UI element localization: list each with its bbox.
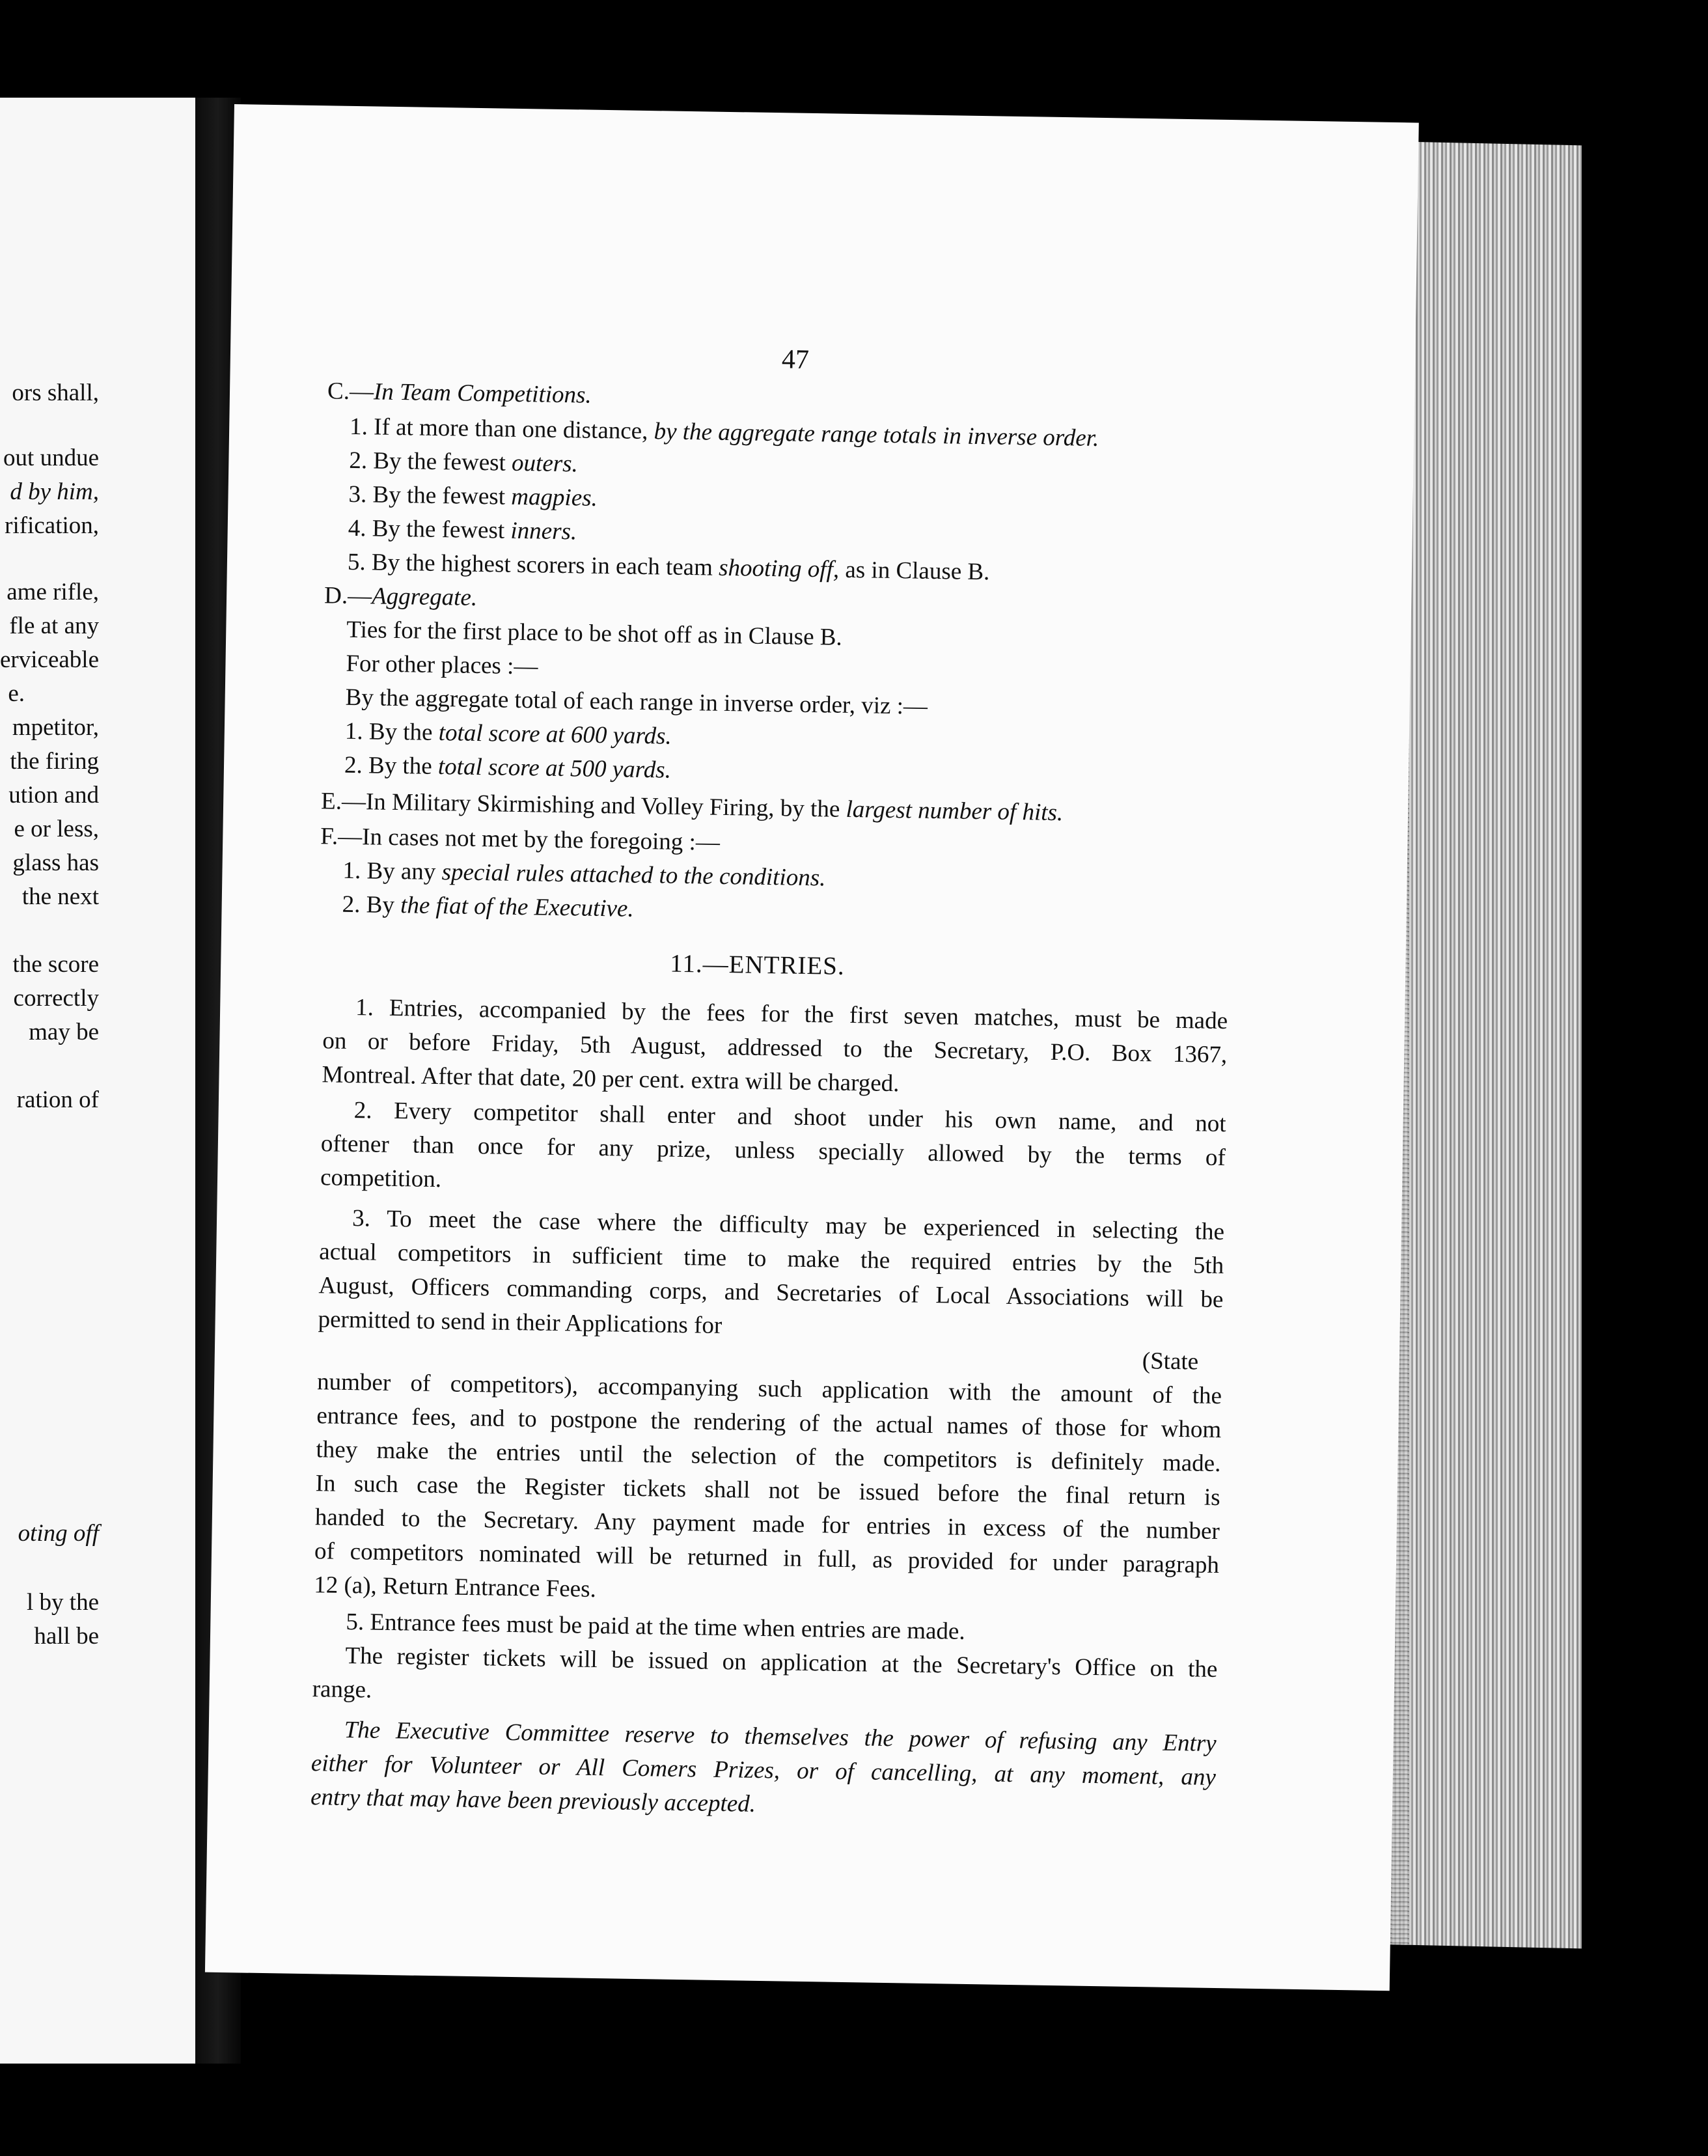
entries-para3-line: permitted to send in their Applications for — [318, 1306, 723, 1339]
left-text-line: glass has — [12, 850, 99, 876]
entries-para3-line: they make the entries until the selection of the competitors is definitely made. — [316, 1436, 1221, 1478]
section-c-item-2: 2. By the fewest outers. — [349, 447, 579, 478]
section-d-line: Ties for the first place to be shot off as in Clause B. — [346, 616, 843, 651]
left-page-fragment — [0, 98, 195, 2064]
left-text-line: l by the — [27, 1589, 99, 1616]
section-d-line: By the aggregate total of each range in inverse order, viz :— — [345, 684, 928, 720]
section-d-heading: D.—Aggregate. — [324, 582, 478, 611]
entries-para1-line: 1. Entries, accompanied by the fees for the first seven matches, must be made — [355, 994, 1228, 1035]
entries-para2-line: competition. — [320, 1164, 442, 1193]
section-c-item-5: 5. By the highest scorers in each team shooting off, as in Clause B. — [347, 548, 990, 586]
left-text-line: e or less, — [14, 816, 99, 842]
entries-para3-line: number of competitors), accompanying such application with the amount of the — [316, 1368, 1222, 1410]
left-text-line: the firing — [10, 748, 99, 775]
section-c-item-1: 1. If at more than one distance, by the aggregate range totals in inverse order. — [349, 413, 1099, 452]
left-text-line: ration of — [16, 1086, 99, 1113]
left-text-line: ame rifle, — [7, 579, 99, 605]
left-text-line: hall be — [34, 1623, 99, 1650]
left-text-line: out undue — [3, 445, 99, 471]
left-text-line: fle at any — [9, 613, 99, 639]
executive-notice-line: entry that may have been previously accepted. — [310, 1784, 756, 1817]
left-text-line: d by him, — [10, 478, 99, 505]
entries-para1-line: Montreal. After that date, 20 per cent. extra will be charged. — [322, 1061, 900, 1098]
entries-para2-line: oftener than once for any prize, unless specially allowed by the terms of — [320, 1130, 1226, 1172]
left-text-line: ution and — [8, 782, 99, 808]
left-text-line: oting off — [18, 1520, 99, 1547]
section-f-intro: F.—In cases not met by the foregoing :— — [320, 823, 721, 856]
right-page — [205, 104, 1419, 1991]
left-text-line: erviceable — [0, 646, 99, 673]
entries-register-line: The register tickets will be issued on application at the Secretary's Office on the — [345, 1642, 1218, 1683]
entries-heading: 11.—ENTRIES. — [670, 949, 846, 980]
entries-para3-line: In such case the Register tickets shall not be issued before the final return is — [315, 1470, 1220, 1512]
left-text-line: the next — [21, 883, 99, 910]
entries-para3-line: 3. To meet the case where the difficulty may be experienced in selecting the — [351, 1205, 1225, 1246]
entries-para3-line: entrance fees, and to postpone the rendering of the actual names of those for whom — [316, 1402, 1222, 1444]
entries-para3-line: of competitors nominated will be returned in full, as provided for under paragraph — [314, 1538, 1220, 1579]
page-number: 47 — [781, 344, 810, 375]
left-text-line: may be — [29, 1019, 99, 1045]
entries-para3-line: handed to the Secretary. Any payment made for entries in excess of the number — [314, 1504, 1220, 1545]
left-text-line: mpetitor, — [12, 714, 99, 741]
section-f-item-1: 1. By any special rules attached to the conditions. — [342, 857, 826, 892]
section-c-item-4: 4. By the fewest inners. — [348, 514, 577, 546]
section-d-line: For other places :— — [346, 650, 538, 680]
executive-notice-line: The Executive Committee reserve to themselves the power of refusing any Entry — [344, 1716, 1217, 1758]
left-text-line: ors shall, — [12, 380, 99, 406]
section-d-item-2: 2. By the total score at 500 yards. — [344, 751, 672, 784]
entries-para3-state: (State — [1142, 1348, 1199, 1375]
left-text-line: the score — [12, 951, 99, 978]
entries-para5: 5. Entrance fees must be paid at the time when entries are made. — [346, 1608, 965, 1645]
left-text-line: rification, — [5, 512, 99, 539]
left-text-line: e. — [8, 680, 25, 707]
section-f-item-2: 2. By the fiat of the Executive. — [342, 891, 634, 922]
section-e: E.—In Military Skirmishing and Volley Firing, by the largest number of hits. — [320, 788, 1064, 827]
entries-para1-line: on or before Friday, 5th August, addressed to the Secretary, P.O. Box 1367, — [322, 1027, 1228, 1069]
entries-para3-line: August, Officers commanding corps, and Secretaries of Local Associations will be — [318, 1272, 1224, 1314]
entries-para3-line: actual competitors in sufficient time to make the required entries by the 5th — [319, 1238, 1224, 1280]
section-c-heading: C.—In Team Competitions. — [327, 378, 592, 409]
entries-register-line: range. — [312, 1676, 372, 1704]
left-text-line: correctly — [13, 985, 99, 1012]
entries-para3-line: 12 (a), Return Entrance Fees. — [313, 1571, 597, 1603]
entries-para2-line: 2. Every competitor shall enter and shoot under his own name, and not — [353, 1097, 1226, 1138]
section-c-item-3: 3. By the fewest magpies. — [348, 480, 598, 512]
section-d-item-1: 1. By the total score at 600 yards. — [344, 717, 672, 750]
executive-notice-line: either for Volunteer or All Comers Prizes, or of cancelling, at any moment, any — [310, 1750, 1217, 1791]
